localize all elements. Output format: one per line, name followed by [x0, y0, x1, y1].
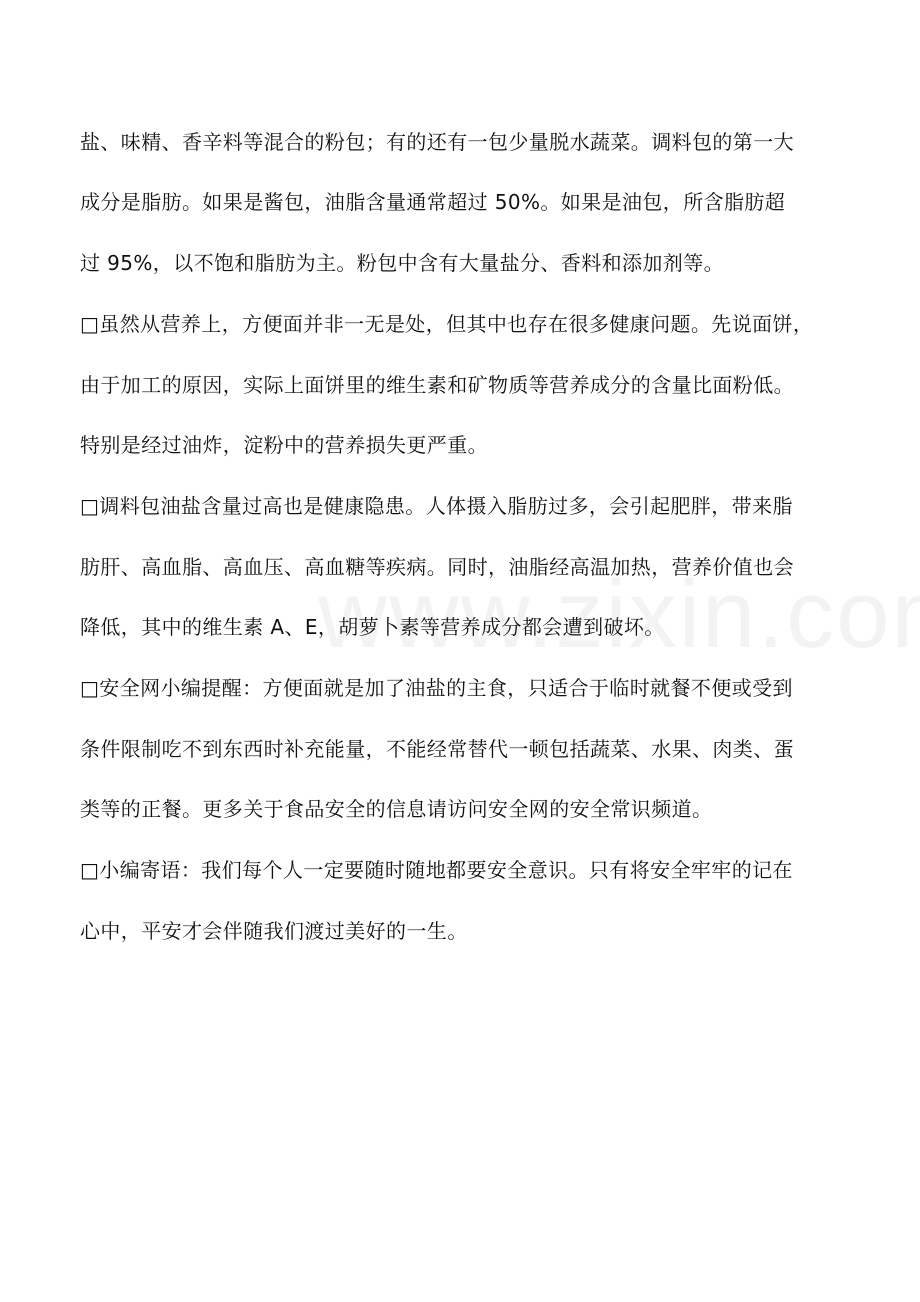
- text-line: 特别是经过油炸，淀粉中的营养损失更严重。: [80, 433, 488, 457]
- text-line: □调料包油盐含量过高也是健康隐患。人体摄入脂肪过多，会引起肥胖，带来脂: [80, 494, 793, 518]
- text-line: 肪肝、高血脂、高血压、高血糖等疾病。同时，油脂经高温加热，营养价值也会: [80, 555, 794, 579]
- text-line: 成分是脂肪。如果是酱包，油脂含量通常超过 50%。如果是油包，所含脂肪超: [80, 190, 786, 214]
- text-line: 由于加工的原因，实际上面饼里的维生素和矿物质等营养成分的含量比面粉低。: [80, 373, 794, 397]
- text-line: 过 95%，以不饱和脂肪为主。粉包中含有大量盐分、香料和添加剂等。: [80, 251, 725, 275]
- text-line: 类等的正餐。更多关于食品安全的信息请访问安全网的安全常识频道。: [80, 797, 713, 821]
- text-line: 降低，其中的维生素 A、E，胡萝卜素等营养成分都会遭到破坏。: [80, 615, 665, 639]
- text-line: □小编寄语：我们每个人一定要随时随地都要安全意识。只有将安全牢牢的记在: [80, 858, 793, 882]
- text-line: 盐、味精、香辛料等混合的粉包；有的还有一包少量脱水蔬菜。调料包的第一大: [80, 130, 794, 154]
- text-line: □虽然从营养上，方便面并非一无是处，但其中也存在很多健康问题。先说面饼，: [80, 312, 814, 336]
- text-line: 心中，平安才会伴随我们渡过美好的一生。: [80, 919, 468, 943]
- text-line: 条件限制吃不到东西时补充能量，不能经常替代一顿包括蔬菜、水果、肉类、蛋: [80, 737, 794, 761]
- text-line: □安全网小编提醒：方便面就是加了油盐的主食，只适合于临时就餐不便或受到: [80, 676, 793, 700]
